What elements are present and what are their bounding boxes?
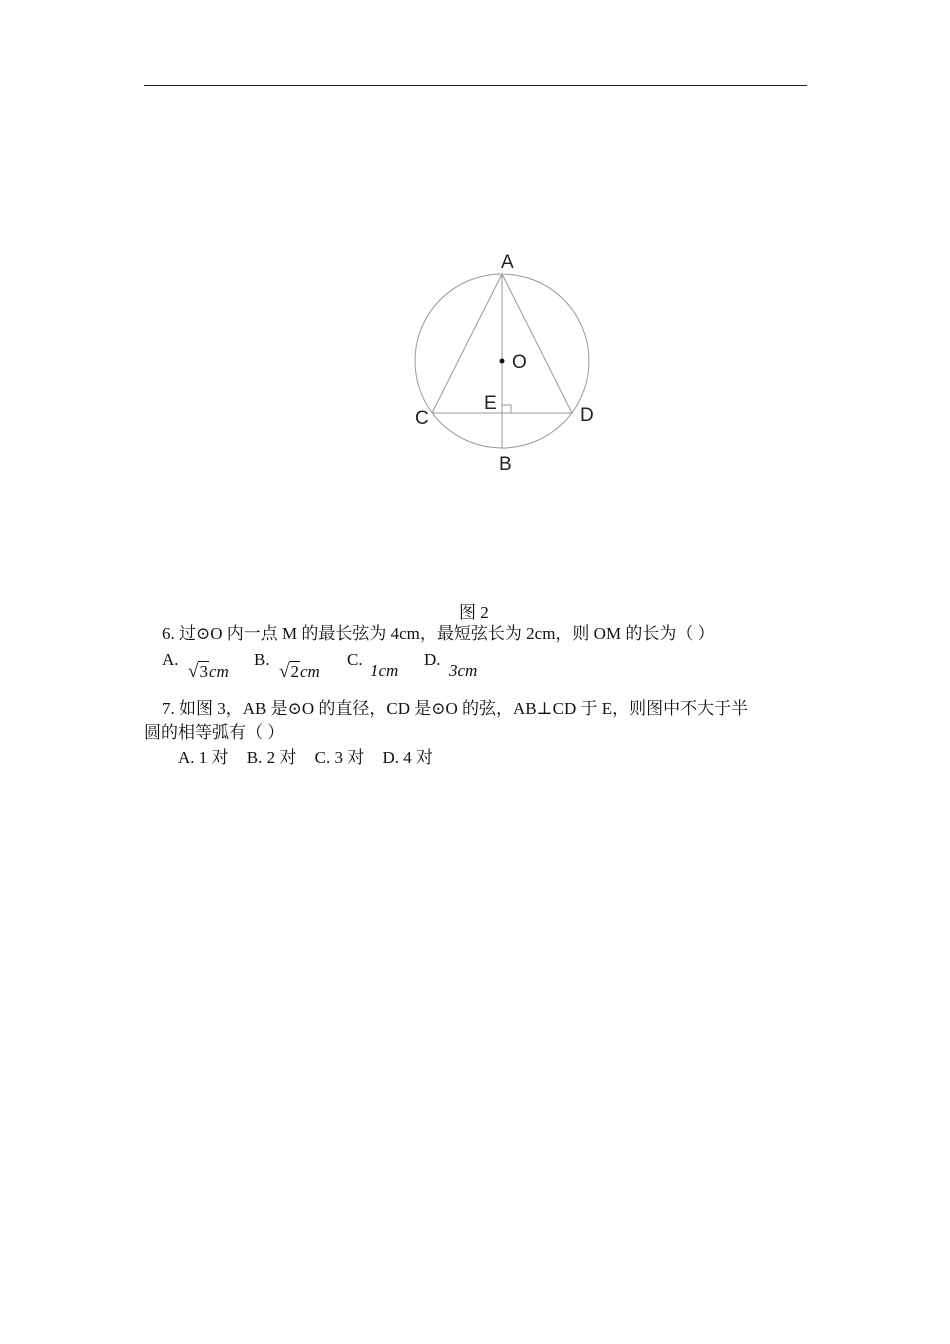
label-a: A bbox=[501, 252, 514, 273]
option-d-letter: D. bbox=[424, 650, 441, 669]
question-7-line-2: 圆的相等弧有（ ） bbox=[144, 723, 285, 742]
option-c-letter: C. bbox=[347, 650, 363, 669]
right-angle-mark bbox=[502, 405, 511, 413]
chord-ad bbox=[502, 274, 572, 413]
circle-figure bbox=[0, 0, 950, 600]
label-c: C bbox=[415, 408, 429, 429]
option-a-value: √3cm bbox=[188, 661, 229, 682]
q7-option-b: B. 2 对 bbox=[246, 748, 297, 767]
question-7-options bbox=[178, 746, 447, 770]
option-b-letter: B. bbox=[254, 650, 270, 669]
label-b: B bbox=[499, 454, 512, 475]
option-a-letter: A. bbox=[162, 650, 179, 669]
option-b-unit: cm bbox=[299, 662, 320, 681]
q7-option-a: A. 1 对 bbox=[178, 748, 229, 767]
label-o: O bbox=[512, 352, 527, 373]
q7-option-d: D. 4 对 bbox=[382, 748, 433, 767]
center-dot bbox=[500, 359, 505, 364]
option-c-value: 1cm bbox=[370, 661, 399, 680]
question-6-options bbox=[162, 650, 662, 690]
figure-caption: 图 2 bbox=[459, 603, 489, 622]
option-b-value: √2cm bbox=[279, 661, 320, 682]
question-6-text: 6. 过⊙O 内一点 M 的最长弦为 4cm，最短弦长为 2cm，则 OM 的长为（ ） bbox=[162, 624, 715, 643]
question-7-line-1: 7. 如图 3，AB 是⊙O 的直径，CD 是⊙O 的弦，AB⊥CD 于 E，则图中不大于半 bbox=[162, 699, 749, 718]
option-a-radicand: 3 bbox=[199, 662, 208, 681]
option-b-radicand: 2 bbox=[290, 662, 299, 681]
label-e: E bbox=[484, 393, 497, 414]
option-d-value: 3cm bbox=[449, 661, 478, 680]
q7-option-c: C. 3 对 bbox=[314, 748, 365, 767]
option-a-unit: cm bbox=[208, 662, 229, 681]
label-d: D bbox=[580, 405, 594, 426]
